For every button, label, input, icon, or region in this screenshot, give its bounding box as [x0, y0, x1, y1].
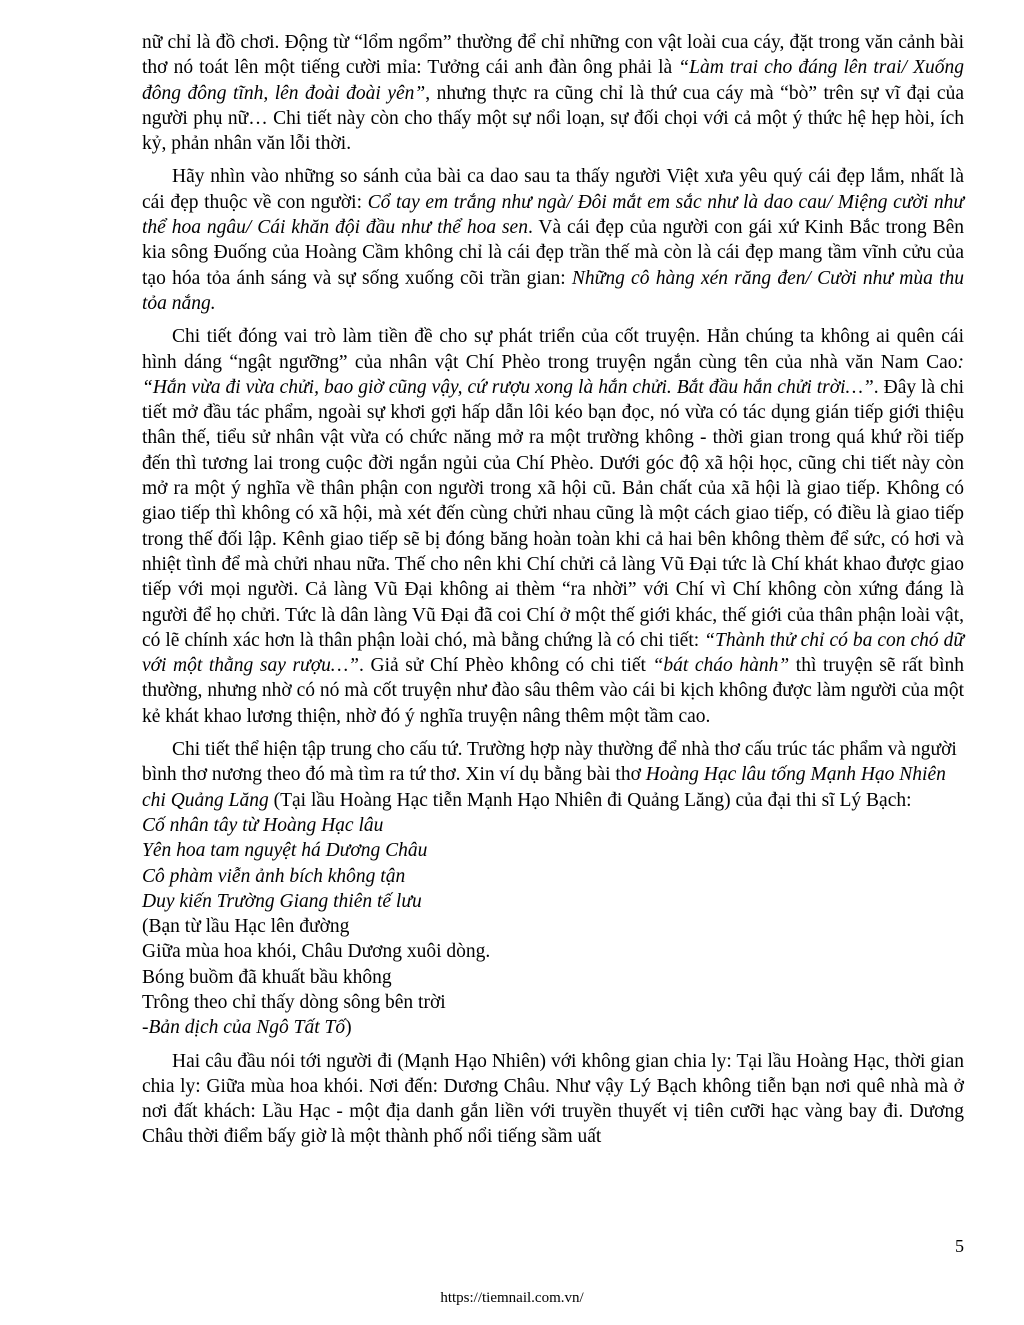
paragraph-1-text-2: , nhưng thực ra cũng chỉ là thứ cua cáy mà “bò” trên sự vĩ đại của người phụ nữ… Chi tiết này còn cho thấy một sự nổi loạn, sự đối chọi với cả một ý thức hệ hẹp hòi, ích kỷ, phản nhân văn lỗi thời. [142, 82, 964, 155]
credit-name: Bản dịch của Ngô Tất Tố [148, 1017, 346, 1039]
paragraph-3-quote: : “Hắn vừa đi vừa chửi, bao giờ cũng vậy, cứ rượu xong là hắn chửi. Bắt đầu hắn chửi trời…” [142, 351, 964, 398]
paragraph-2-quote-2: Những cô hàng xén răng đen/ Cười như mùa thu tỏa nắng. [142, 267, 964, 314]
paragraph-3-text-4: thì truyện sẽ rất bình thường, nhưng nhờ có nó mà cốt truyện như đào sâu thêm vào cái bi kịch không được làm người của một kẻ khát khao lương thiện, nhờ đó ý nghĩa truyện nâng thêm một tầm cao. [142, 655, 964, 727]
document-page [142, 30, 964, 1158]
paragraph-2-quote: Cổ tay em trắng như ngà/ Đôi mắt em sắc như là dao cau/ Miệng cười như thể hoa ngâu/ Cái khăn đội đầu như thể hoa sen [142, 191, 964, 239]
poem-translation-line: (Bạn từ lầu Hạc lên đường [142, 916, 350, 938]
poem-block [142, 737, 964, 1041]
paragraph-3-text-2: . Đây là chi tiết mở đầu tác phẩm, ngoài sự khơi gợi hấp dẫn lôi kéo bạn đọc, nó vừa có tác dụng gián tiếp giới thiệu thân thế, tiểu sử nhân vật vừa có chức năng mở ra một trường không - thời gian trong quá khứ rồi tiếp đến thì tương lai trong cuộc đời ngắn ngủi của Chí Phèo. Dưới góc độ xã hội học, cũng chi tiết này còn mở ra một ý nghĩa về thân phận con người trong xã hội cũ. Bản chất của xã hội là giao tiếp. Không có giao tiếp thì không có xã hội, mà xét đến cùng chửi nhau cũng là một cách giao tiếp, có điều là giao tiếp trong thế đối lập. Kênh giao tiếp sẽ bị đóng băng hoàn toàn khi cả hai bên không thèm để sức, có hơi và nhiệt tình để mà chửi nhau nữa. Thế cho nên khi Chí chửi cả làng Vũ Đại tức là Chí khát khao được giao tiếp với mọi người. Cả làng Vũ Đại không ai thèm “ra nhời” với Chí vì Chí không còn xứng đáng là người để họ chửi. Tức là dân làng Vũ Đại đã coi Chí ở một thế giới khác, thế giới của thân phận loài vật, có lẽ chính xác hơn là thân phận loài chó, mà bằng chứng là có chi tiết: [142, 376, 964, 651]
paragraph-2-text: Hãy nhìn vào những so sánh của bài ca dao sau ta thấy người Việt xưa yêu quý cái đẹp lắm, nhất là cái đẹp thuộc về con người: [142, 166, 964, 213]
poem-translation-line: Trông theo chỉ thấy dòng sông bên trời [142, 991, 446, 1013]
paragraph-3-quote-2: “Thành thử chỉ có ba con chó dữ với một thằng say rượu…” [142, 629, 964, 677]
poem-original-line: Yên hoa tam nguyệt há Dương Châu [142, 840, 428, 862]
paragraph-3-text-3: . Giả sử Chí Phèo không có chi tiết [359, 655, 653, 677]
paragraph-1-text: nữ chỉ là đồ chơi. Động từ “lổm ngổm” thường để chỉ những con vật loài cua cáy, đặt trong văn cảnh bài thơ nó toát lên một tiếng cười mỉa: Tưởng cái anh đàn ông phải là [142, 32, 964, 79]
poem-intro-text: Chi tiết thể hiện tập trung cho cấu tứ. Trường hợp này thường để nhà thơ cấu trúc tác phẩm và người bình thơ nương theo đó mà tìm ra tứ thơ. Xin ví dụ bằng bài thơ [142, 739, 957, 786]
paragraph-1-quote: “Làm trai cho đáng lên trai/ Xuống đông đông tĩnh, lên đoài đoài yên” [142, 57, 964, 104]
poem-intro-text-2: (Tại lầu Hoàng Hạc tiễn Mạnh Hạo Nhiên đi Quảng Lăng) của đại thi sĩ Lý Bạch: [268, 789, 912, 811]
paragraph-3-quote-3: “bát cháo hành” [652, 655, 790, 677]
poem-original-line: Cố nhân tây từ Hoàng Hạc lâu [142, 814, 384, 836]
paragraph-2-text-2: . Và cái đẹp của người con gái xứ Kinh Bắc trong Bên kia sông Đuống của Hoàng Cầm không chỉ là cái đẹp trần thế mà còn là cái đẹp mang tầm vĩnh cửu của tạo hóa tỏa ánh sáng và sự sống xuống cõi trần gian: [142, 217, 964, 289]
paragraph-2 [142, 164, 964, 316]
footer-url[interactable]: https://tiemnail.com.vn/ [440, 1290, 584, 1306]
poem-original-line: Duy kiến Trường Giang thiên tế lưu [142, 890, 422, 912]
poem-intro [142, 737, 964, 813]
credit-prefix: - [142, 1017, 149, 1039]
translation-credit [142, 1015, 964, 1040]
paragraph-3-text: Chi tiết đóng vai trò làm tiền đề cho sự phát triển của cốt truyện. Hẳn chúng ta không ai quên cái hình dáng “ngật ngưỡng” của nhân vật Chí Phèo trong truyện ngắn cùng tên của nhà văn Nam Cao [142, 326, 964, 373]
paragraph-5: Hai câu đầu nói tới người đi (Mạnh Hạo Nhiên) với không gian chia ly: Tại lầu Hoàng Hạc, thời gian chia ly: Giữa mùa hoa khói. Nơi đến: Dương Châu. Như vậy Lý Bạch không tiễn bạn nơi quê nhà mà ở nơi đất khách: Lầu Hạc - một địa danh gắn liền với truyền thuyết vị tiên cưỡi hạc vàng bay đi. Dương Châu thời điểm bấy giờ là một thành phố nổi tiếng sầm uất [142, 1050, 964, 1148]
paragraph-1 [142, 30, 964, 156]
poem-translation-line: Bóng buồm đã khuất bầu không [142, 966, 392, 988]
credit-suffix: ) [345, 1017, 352, 1039]
poem-translation-line: Giữa mùa hoa khói, Châu Dương xuôi dòng. [142, 941, 491, 963]
poem-original-line: Cô phàm viễn ảnh bích không tận [142, 865, 406, 887]
poem-title: Hoàng Hạc lâu tống Mạnh Hạo Nhiên chi Quảng Lăng [142, 764, 946, 811]
paragraph-3 [142, 324, 964, 729]
page-number: 5 [955, 1236, 964, 1256]
